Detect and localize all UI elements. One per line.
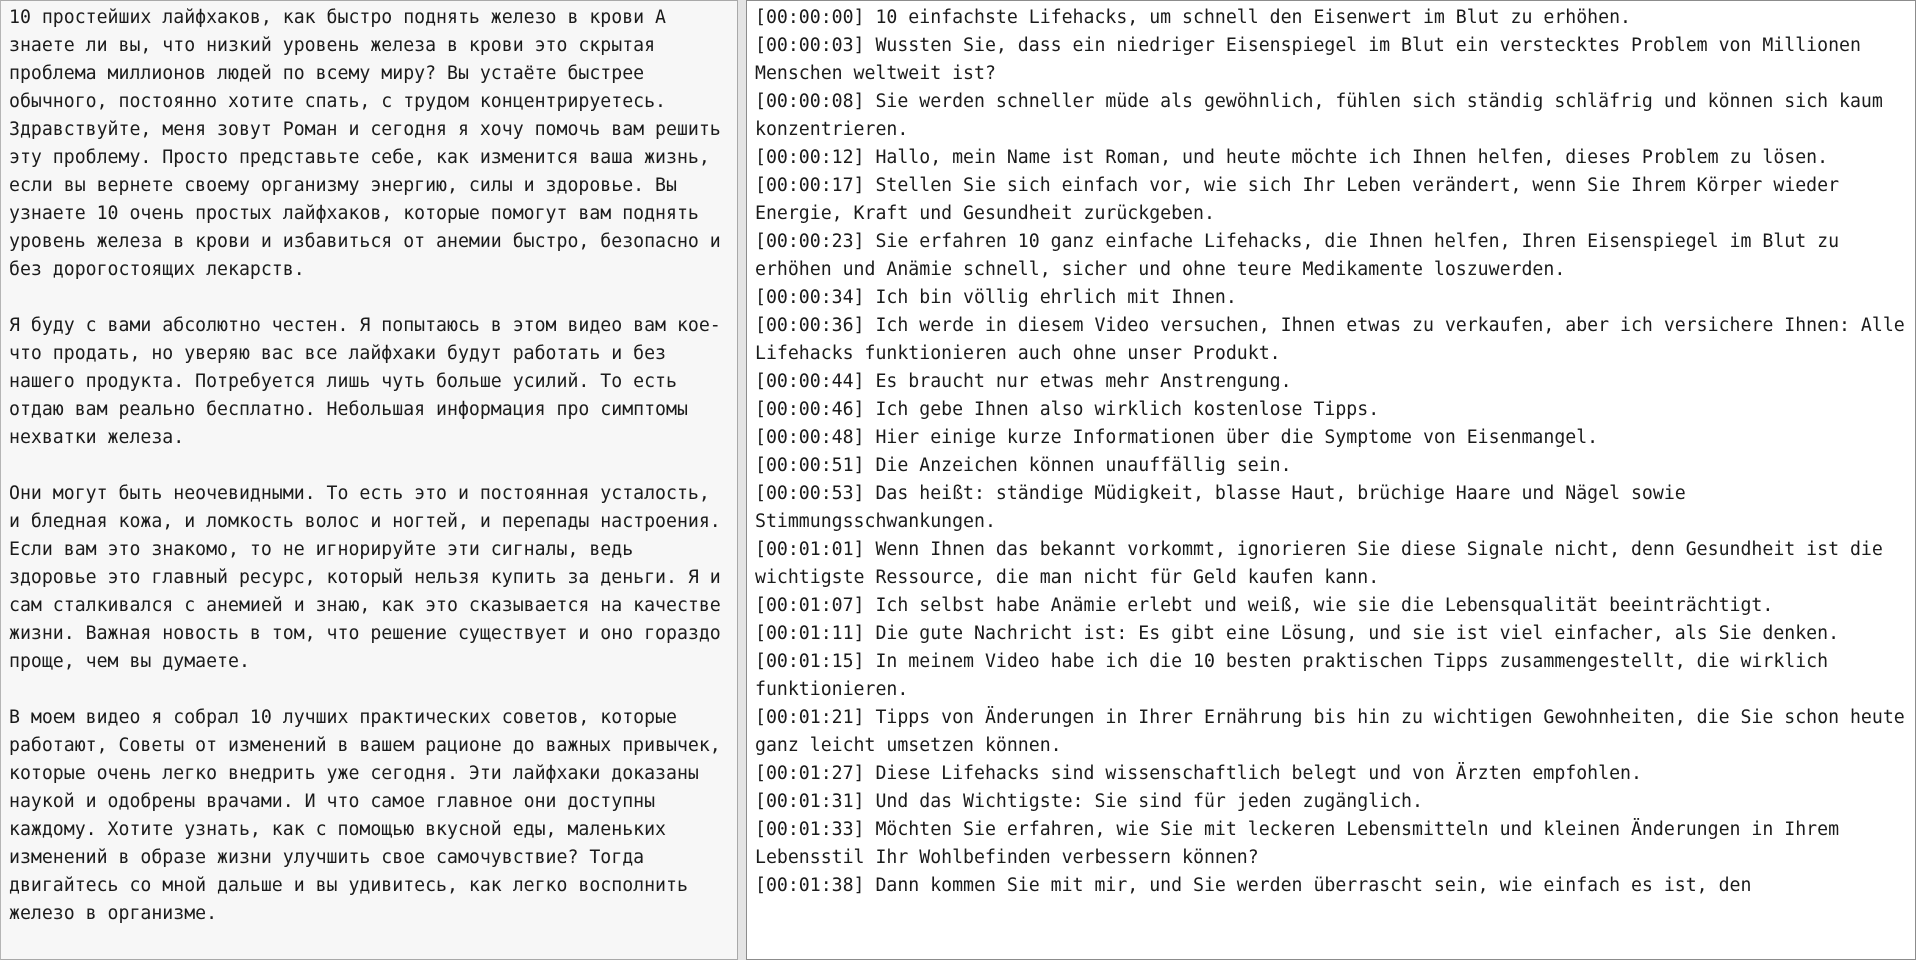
transcript-line: [00:00:17] Stellen Sie sich einfach vor, wie sich Ihr Leben verändert, wenn Sie Ihrem Körper wieder Energie, Kraft und Gesundheit zurückgeben.: [755, 175, 1840, 224]
transcript-line: [00:00:34] Ich bin völlig ehrlich mit Ihnen.: [755, 287, 1237, 308]
source-paragraph: В моем видео я собрал 10 лучших практических советов, которые работают, Советы от изменений в вашем рационе до важных привычек, которые очень легко внедрить уже сегодня. Эти лайфхаки доказаны наукой и одобрены врачами. И что самое главное они доступны каждому. Хотите узнать, как с помощью вкусной еды, маленьких изменений в образе жизни улучшить свое самочувствие? Тогда двигайтесь со мной дальше и вы удивитесь, как легко восполнить железо в организме.: [9, 707, 721, 924]
transcript-line: [00:01:07] Ich selbst habe Anämie erlebt und weiß, wie sie die Lebensqualität beeinträchtigt.: [755, 595, 1774, 616]
transcript-line: [00:00:53] Das heißt: ständige Müdigkeit, blasse Haut, brüchige Haare und Nägel sowie Stimmungsschwankungen.: [755, 483, 1686, 532]
transcript-line: [00:00:03] Wussten Sie, dass ein niedriger Eisenspiegel im Blut ein verstecktes Problem von Millionen Menschen weltweit ist?: [755, 35, 1861, 84]
transcript-line: [00:01:27] Diese Lifehacks sind wissenschaftlich belegt und von Ärzten empfohlen.: [755, 763, 1642, 784]
source-paragraph: Они могут быть неочевидными. То есть это и постоянная усталость, и бледная кожа, и ломкость волос и ногтей, и перепады настроения. Если вам это знакомо, то не игнорируйте эти сигналы, ведь здоровье это главный ресурс, который нельзя купить за деньги. Я и сам сталкивался с анемией и знаю, как это сказывается на качестве жизни. Важная новость в том, что решение существует и оно гораздо проще, чем вы думаете.: [9, 483, 721, 672]
source-text-content: [1, 1, 737, 928]
transcript-line: [00:00:48] Hier einige kurze Informationen über die Symptome von Eisenmangel.: [755, 427, 1599, 448]
transcript-line: [00:01:31] Und das Wichtigste: Sie sind für jeden zugänglich.: [755, 791, 1423, 812]
transcript-line: [00:00:51] Die Anzeichen können unauffällig sein.: [755, 455, 1292, 476]
pane-splitter[interactable]: [738, 0, 746, 960]
transcript-line: [00:01:15] In meinem Video habe ich die 10 besten praktischen Tipps zusammengestellt, die wirklich funktionieren.: [755, 651, 1829, 700]
source-paragraph: Я буду с вами абсолютно честен. Я попытаюсь в этом видео вам кое-что продать, но уверяю вас все лайфхаки будут работать и без нашего продукта. Потребуется лишь чуть больше усилий. То есть отдаю вам реально бесплатно. Небольшая информация про симптомы нехватки железа.: [9, 315, 721, 448]
transcript-line: [00:01:33] Möchten Sie erfahren, wie Sie mit leckeren Lebensmitteln und kleinen Änderungen in Ihrem Lebensstil Ihr Wohlbefinden verbessern können?: [755, 819, 1840, 868]
transcript-line: [00:00:36] Ich werde in diesem Video versuchen, Ihnen etwas zu verkaufen, aber ich versichere Ihnen: Alle Lifehacks funktionieren auch ohne unser Produkt.: [755, 315, 1905, 364]
transcript-line: [00:01:11] Die gute Nachricht ist: Es gibt eine Lösung, und sie ist viel einfacher, als Sie denken.: [755, 623, 1840, 644]
transcript-line: [00:00:44] Es braucht nur etwas mehr Anstrengung.: [755, 371, 1292, 392]
translation-text-pane[interactable]: [746, 0, 1916, 960]
transcript-line: [00:00:23] Sie erfahren 10 ganz einfache Lifehacks, die Ihnen helfen, Ihren Eisenspiegel im Blut zu erhöhen und Anämie schnell, sicher und ohne teure Medikamente loszuwerden.: [755, 231, 1840, 280]
source-text-pane[interactable]: [0, 0, 738, 960]
transcript-line: [00:01:01] Wenn Ihnen das bekannt vorkommt, ignorieren Sie diese Signale nicht, denn Gesundheit ist die wichtigste Ressource, die man nicht für Geld kaufen kann.: [755, 539, 1883, 588]
source-paragraph: 10 простейших лайфхаков, как быстро поднять железо в крови А знаете ли вы, что низкий уровень железа в крови это скрытая проблема миллионов людей по всему миру? Вы устаёте быстрее обычного, постоянно хотите спать, с трудом концентрируетесь. Здравствуйте, меня зовут Роман и сегодня я хочу помочь вам решить эту проблему. Просто представьте себе, как изменится ваша жизнь, если вы вернете своему организму энергию, силы и здоровье. Вы узнаете 10 очень простых лайфхаков, которые помогут вам поднять уровень железа в крови и избавиться от анемии быстро, безопасно и без дорогостоящих лекарств.: [9, 7, 721, 280]
transcript-line: [00:01:21] Tipps von Änderungen in Ihrer Ernährung bis hin zu wichtigen Gewohnheiten, die Sie schon heute ganz leicht umsetzen können.: [755, 707, 1905, 756]
transcript-line: [00:00:46] Ich gebe Ihnen also wirklich kostenlose Tipps.: [755, 399, 1380, 420]
transcript-line: [00:00:08] Sie werden schneller müde als gewöhnlich, fühlen sich ständig schläfrig und können sich kaum konzentrieren.: [755, 91, 1883, 140]
transcript-line: [00:00:00] 10 einfachste Lifehacks, um schnell den Eisenwert im Blut zu erhöhen.: [755, 7, 1631, 28]
translation-text-content: [747, 1, 1915, 900]
transcript-line: [00:00:12] Hallo, mein Name ist Roman, und heute möchte ich Ihnen helfen, dieses Problem zu lösen.: [755, 147, 1829, 168]
transcript-line: [00:01:38] Dann kommen Sie mit mir, und Sie werden überrascht sein, wie einfach es ist, den: [755, 875, 1752, 896]
